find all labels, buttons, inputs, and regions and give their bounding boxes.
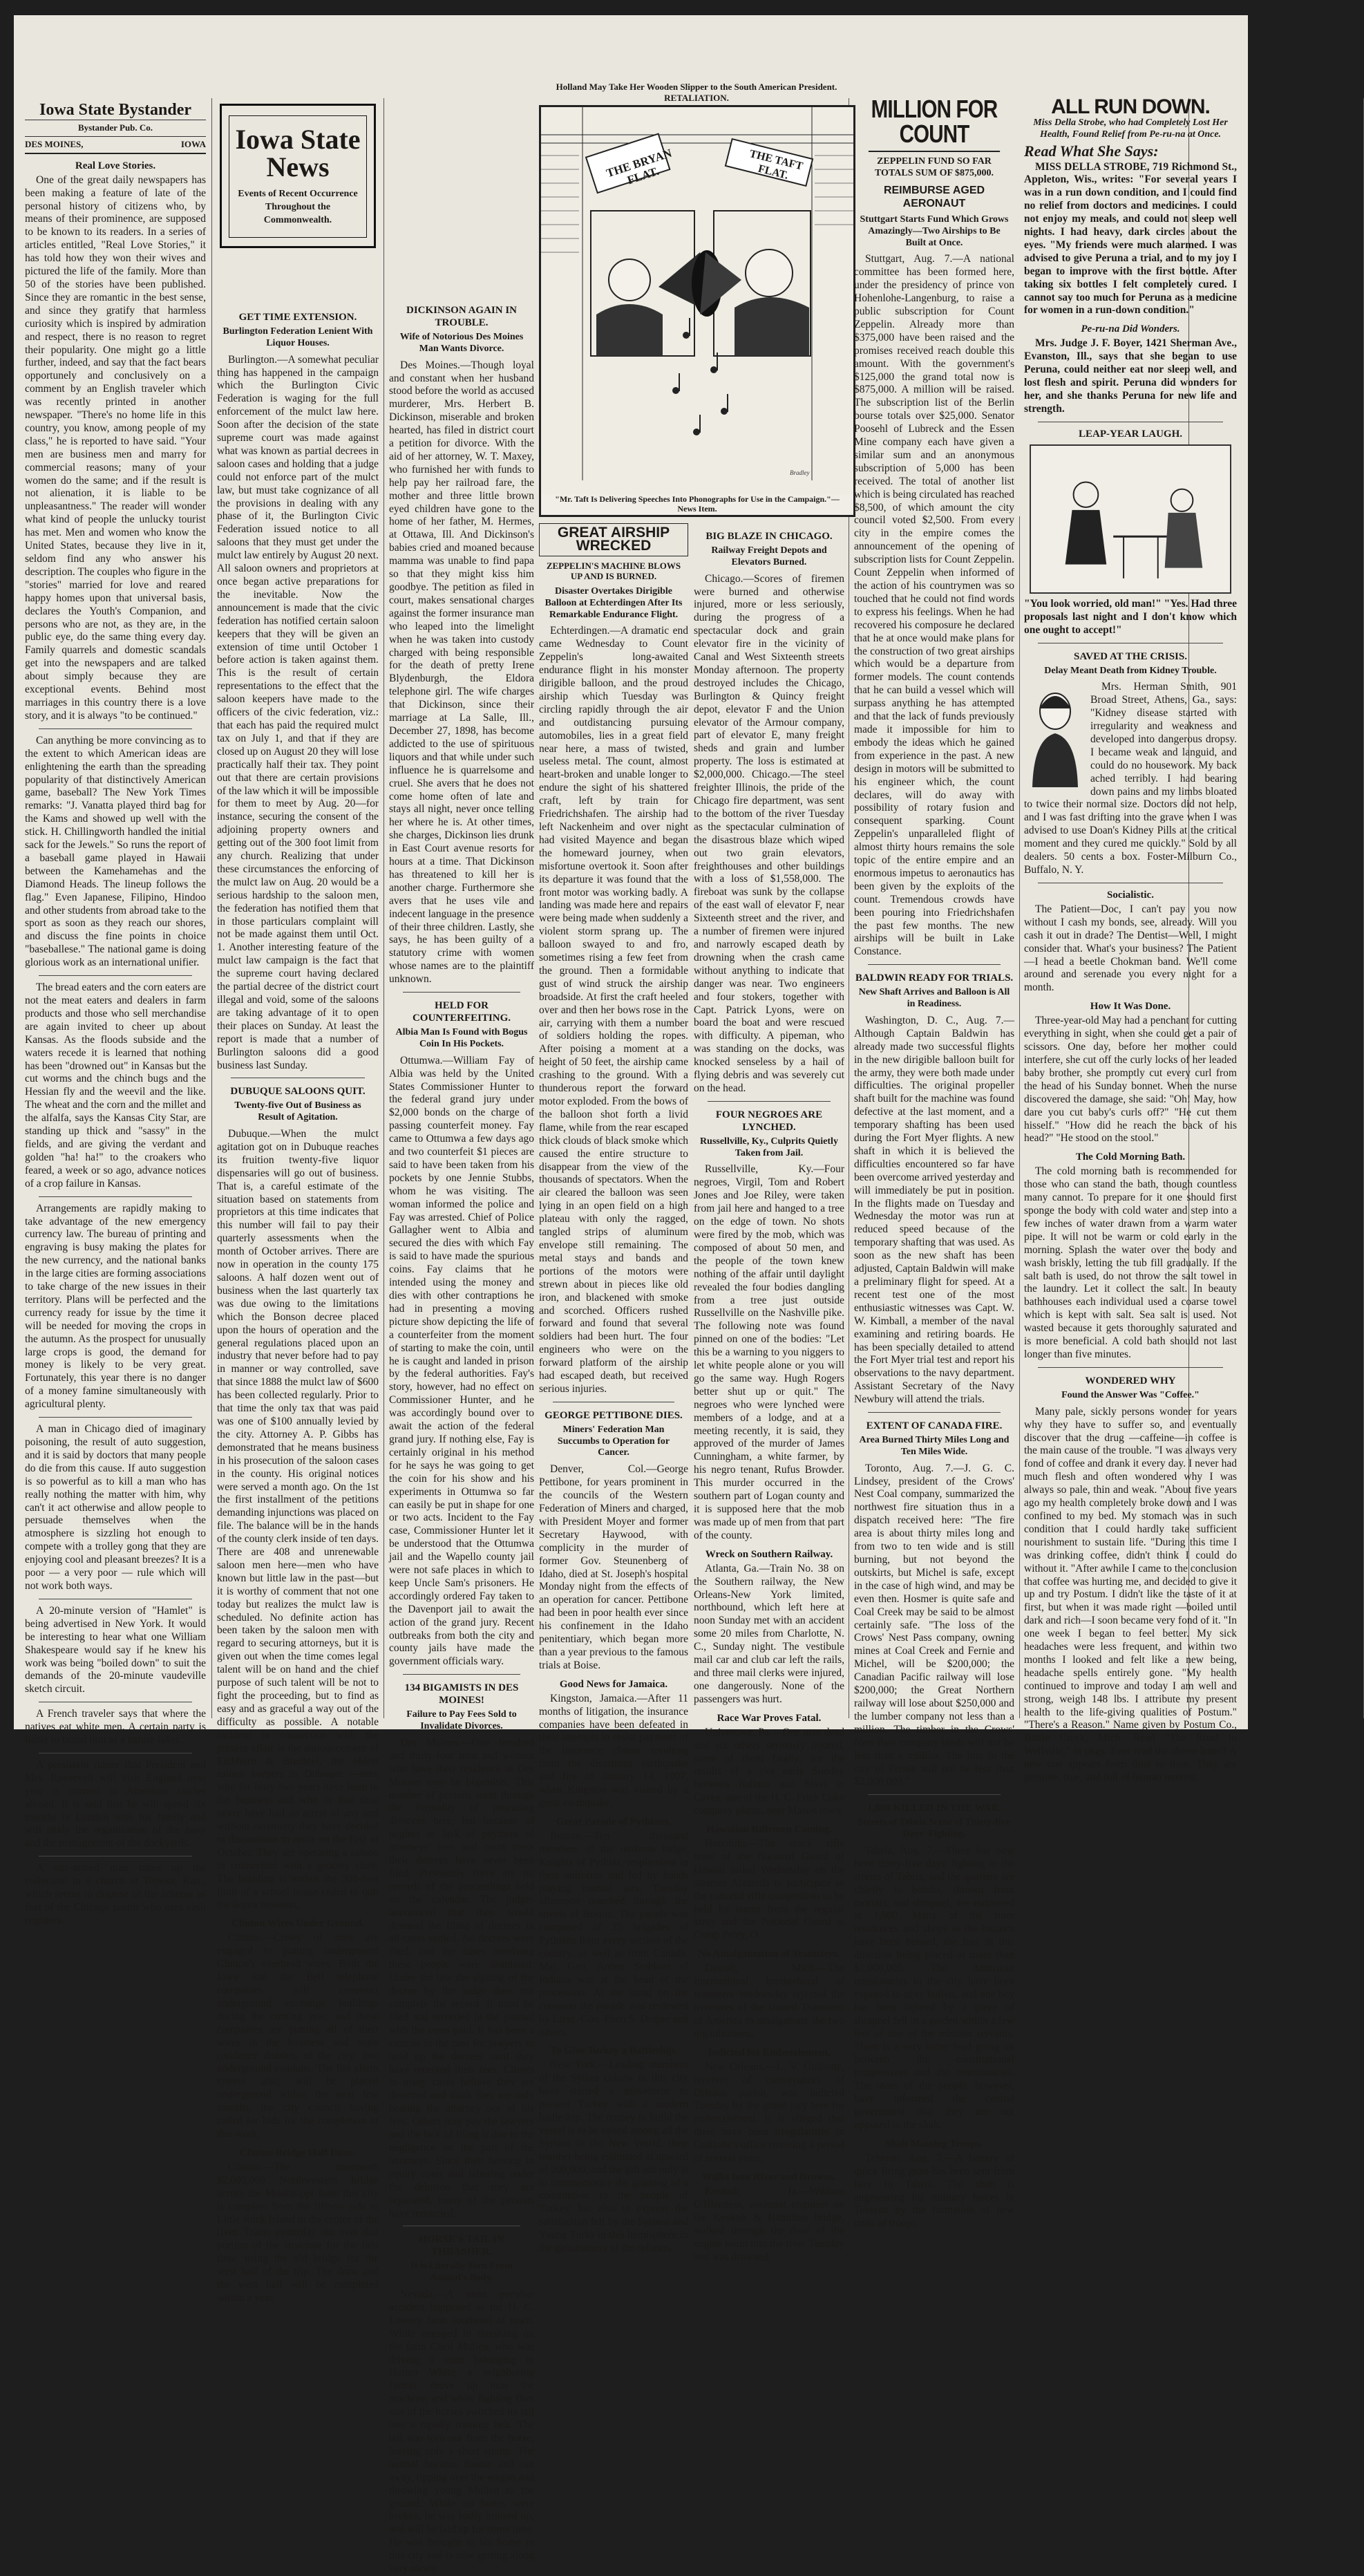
- column-rule: [1019, 516, 1020, 1718]
- article-kicker: FOUR NEGROES ARE LYNCHED.: [715, 1109, 823, 1133]
- article-body: A man in Chicago died of imaginary poisoning, the result of auto suggestion, and it is said by doctors that many people do die from this cause. If auto suggestion is so powerful as to kill a man who has really nothing the matter with him, why can't it act otherwise and allow people to persuade themselves when the atmosphere is sizzling hot enough to compete with a trolley gong that they are enjoying cool and pleasant breezes? It is a poor — a very poor — rule which will not work both ways.: [25, 1423, 206, 1592]
- article-deck: Twenty-five Out of Business as Result of Agitation.: [234, 1100, 361, 1123]
- article-kicker: DUBUQUE SALOONS QUIT.: [230, 1086, 366, 1098]
- ad-headline: WONDERED WHY: [1085, 1375, 1176, 1386]
- column-advertisements: [1024, 95, 1237, 1784]
- article-body: Des Moines.—Though loyal and constant when her husband stood before the world as accused murderer, Mrs. Herbert B. Dickinson, miserable and broken hearted, has filed in district court a petition for divorce. With the aid of her attorney, W. T. Maxey, who furnished her with funds to help pay her railroad fare, the mother and three little brown eyed children have gone to the home of her father, M. Hermes, at Ottawa, Ill. And Dickinson's babies cried and moaned because mamma was unable to find papa so that they might kiss him goodbye. The petition as filed in court, makes sensational charges against the former insurance man who leaped into the limelight when he was taken into custody charged with being responsible for the death of pretty Irene Blydenburgh, the Eldora telephone girl. The wife charges that Dickinson, since their marriage at La Salle, Ill., December 27, 1898, has become addicted to the use of spirituous liquors and that while under such influence he is quarrelsome and cruel. She avers that he does not come home often of late and stays all night, never once telling her where he is. At other times, she charges, Dickinson lies drunk in East Court avenue resorts for hours at a time. That Dickinson has threatened to kill her is another charge. Furthermore she avers that he uses vile and indecent language in the presence of their three children. Lastly, she says, he has been guilty of a statutory crime with women whose names are to the plaintiff unknown.: [389, 359, 534, 986]
- article-headline: Real Love Stories.: [75, 160, 156, 171]
- article-kicker: Socialistic.: [1107, 889, 1154, 901]
- leap-caption: "You look worried, old man!" "Yes. Had three proposals last night and I don't know which one ought to accept!": [1024, 597, 1237, 636]
- article-deck: Albia Man Is Found with Bogus Coin In His Pockets.: [395, 1027, 528, 1049]
- dateline-city: DES MOINES,: [25, 138, 84, 149]
- cartoon-caption-top: [539, 82, 854, 104]
- cartoon-caption-bottom: "Mr. Taft Is Delivering Speeches Into Phonographs for Use in the Campaign."—News Item.: [555, 494, 840, 514]
- article-body: Boston.—Ten thousand members of the uniform lodge, Knights of Pythias, resplendent in their uniforms and led by bands playing martial airs, Tuesday afternoon marched through the streets of Boston. The parade was composed of 25 brigades of Pythians from every section of the country, as well as from Canada. Maj. Gen. Arthur Stobbart of Indiana was at the head of the procession. At the stand on the common the parade was reviewed by Lieut. Gov. Eben S. Draper and others.: [539, 1830, 688, 2038]
- article-body: Tabriz, Aug. 7.—There has now been thirty-five days' fighting in the streets of Tabriz, and the quarters are chiefly to bombs, thrown from mortars, and shrapnel, are estimated at 1,800. Many of the finer residences and shops in the bazaars have been burned, the loss in this direction being placed at more than $1,000,000. The American missionaries in the city have been exposed to stray bullets, and one boy has been injured by a piece of shrapnel fell in a garden within a few feet of one of the mission servants. There is a very bitter feud going on between the constitutional progressives and the reactionaries. The mass of the people, however, have informed the central government that they are not opposed to the shah.: [854, 1844, 1014, 2131]
- column-news-brief: [694, 523, 844, 2263]
- article-body: Atlanta, Ga.—Train No. 38 on the Southern railway, the New Orleans-New York limited, northbound, which left here at noon Sunday met with an accident some 20 miles from Charlotte, N. C., Sunday night. The vestibule mail car and club car left the rails, and three mail clerks were injured, one dangerously. None of the passengers was hurt.: [694, 1562, 844, 1705]
- iowa-news-banner: [220, 104, 376, 248]
- column-iowa-news-text: [217, 304, 379, 2304]
- article-kicker: GEORGE PETTIBONE DIES.: [544, 1409, 683, 1421]
- article-body: The cold morning bath is recommended for those who can stand the bath, though countless many cannot. To prepare for it one should first sponge the body with cold water and step into a few inches of water drawn from a warm water pipe. It will not be warm or cold early in the morning. Splash the water over the body and wash briskly, letting the tub fill gradually. If the salt bath is used, do not throw the salt towel in the laundry. Let it collect the salt. In beauty bathhouses each individual used a coarse towel which is kept with salt. Sea salt is used. Not wasted because it gets thoroughly saturated and is more beneficial. A cold bath should not last longer than five minutes.: [1024, 1165, 1237, 1361]
- article-body: A persistent rumor that President and Mrs. Roosevelt will visit England next year is current in American circles abroad. It is said that he will spend six months in London with his family and will study the organization of the navy and the management of the dockyards.: [25, 1758, 206, 1850]
- article-kicker: EXTENT OF CANADA FIRE.: [866, 1420, 1003, 1432]
- article-body: Nevada.—A most peculiar accident happened at the H. C. Lowery farm southeast of town. While engaged in threshing on the farm Cecil Mullen, who was driving a team belonging to Homer White, a neighboring farmer drove up near the machine, and while fighting flies one of the horses switched its tail into a rapidly running belt. The tail was torn out from the horse, leaving only a short stump. The animal became frantic and ran away, tipping over the wagon and throwing young Mullen to the ground. While no bones were broken, he was badly bruised up, and will be laid up for some time. He was brought to his home in this city and is now getting along very nicely.: [389, 2288, 534, 2575]
- article-kicker: Good News for Jamaica.: [559, 1678, 668, 1690]
- cartoon-sign-right: THE TAFT FLAT.: [748, 147, 804, 182]
- article-body: Three-year-old May had a penchant for cutting everything in sight, when she could get a pair of scissors. One day, before her mother could interfere, she cut off the curly locks of her leaded baby brother, she promptly cut every curl from the head of his Sunday bonnet. When the nurse discovered the damage, she said: "Oh! May, how dare you cut baby's curls off?" "He cut them hisself." "How did he reach the back of his head?" "He stood on the stool.": [1024, 1015, 1237, 1145]
- article-body: Washington, D. C., Aug. 7.—Although Captain Baldwin has already made two successful flights in the new dirigible balloon built for the army, they were both made under difficulties. The original propeller shaft built for the machine was found defective at the last moment, and a temporary shafting has been used during the Fort Myer flights. A new shaft in which it is believed the difficulties encountered so far have been overcome arrived yesterday and will immediately be put in position. In the flights made on Tuesday and Wednesday the motor was run at reduced speed because of the temporary shafting that was used. As soon as the new shaft has been adjusted, Captain Baldwin will make a preliminary flight for speed. At a recent test one of the most enthusiastic witnesses was Capt. W. W. Kimball, a member of the naval examining and retiring boards. He has been specially detailed to attend the Fort Myer trial test and report his observations to the navy department. Assistant Secretary of the Navy Newbury will attend the trials.: [854, 1014, 1014, 1406]
- article-body: Arrangements are rapidly making to take advantage of the new emergency currency law. The bureau of printing and engraving is busy making the plates for the new currency, and the national banks in the large cities are forming associations to take charge of the new issues in their territory. Plans will be perfected and the currency ready for issue by the time it will be needed for moving the crops in the autumn. As the prospect for unusually large crops is good, the demand for money is likely to be very great. Fortunately, this year there is no danger of a money famine simultaneously with agricultural plenty.: [25, 1202, 206, 1411]
- article-deck: Burlington Federation Lenient With Liquor Houses.: [222, 326, 373, 348]
- article-body: Toronto, Aug. 7.—J. G. C. Lindsey, president of the Crows' Nest Coal company, summarized the northwest fire situation thus in a dispatch received here: "The fire area is about thirty miles long and from two to ten wide and is still burning, but not beyond the outskirts, but Michel is safe, except in the case of high wind, and may be even then. Hosmer is quite safe and Coal Creek may be said to be almost certainly safe. "The loss of the Crows' Nest Pass company, owning mines at Coal Creek and Fernie and Michel, will be $200,000; the Canadian Pacific railway will lose $200,000; the Great Northern railway will lose about $250,000 and the lumber company not less than a million. The timber in the Crows' Nest Pass company lands will not be less than a million. The loss to the city of Fernie will not be less than $2,000,000.": [854, 1462, 1014, 1788]
- article-body: The bread eaters and the corn eaters are not the meat eaters and dealers in farm products and those who sell merchandise are again invited to cheer up about Kansas. As the floods subside and the waters recede it is learned that nothing has been "drowned out" in Kansas but the cut worms and the chinch bugs and the Hessian fly and the weevil and the like. The wheat and the corn and the millet and the alfalfa, says the Kansas City Star, are standing up thick and "sassy" in the fields, and are giving the verdant and golden "ha! ha!" to the croakers who feared, a week or so ago, advance notices of a crop failure in Kansas.: [25, 981, 206, 1190]
- article-body: Russellville, Ky.—Four negroes, Virgil, Tom and Robert Jones and Joe Riley, were taken from jail here and hanged to a tree on the edge of town. No shots were fired by the mob, which was composed of about 50 men, and the people of the town knew nothing of the affair until daylight revealed the four bodies dangling from a tree just outside Russellville on the Nashville pike. The following note was found pinned on one of the bodies: "Let this be a warning to you niggers to let white people alone or you will go the same way. Hugh Rogers better shut up or quit." The negroes who were lynched were members of a lodge, and at a meeting recently, it is said, they approved of the murder of James Cunningham, a white farmer, by his negro tenant, Rufus Browder. This murder occurred in the southern part of Logan county and it is supposed here that the mob was made up of men from that part of the county.: [694, 1163, 844, 1541]
- article-kicker: Race War Proves Fatal.: [717, 1712, 822, 1724]
- article-body: A French traveler says that where the natives eat white men. A certain party is liable to brand him as a nature faker.: [25, 1708, 206, 1747]
- dateline: [25, 136, 206, 154]
- ad-subhead: Read What She Says:: [1024, 142, 1159, 160]
- article-body: Teheran, Aug. 7.—A battery of quick firing guns has been sent from here to Tabriz. The shah is augmenting his military forces in Teheran by the formation of new units of troops.: [854, 2152, 1014, 2230]
- article-deck: Disaster Overtakes Dirigible Balloon at Echterdingen After Its Remarkable Endurance Flight.: [544, 586, 683, 620]
- article-deck: Russellville, Ky., Culprits Quietly Taken from Jail.: [700, 1136, 838, 1158]
- column-editorial: [25, 101, 206, 1926]
- article-kicker: HELD FOR COUNTERFEITING.: [412, 1000, 511, 1024]
- article-deck: Failure to Pay Fees Sold to Invalidate Divorces.: [406, 1709, 517, 1732]
- article-body: Des Moines.—One hundred and thirty-four men and women who have their residence in Des Moines may be bigamists. This number of persons went through the formality of procuring divorces here, but because of neglect or lack of payment of attorneys' fees and court costs their decrees have never been filed. Previously there are no records of the proceedings held on the calendar. The judges announced that they would demand the filing of decrees in all cases settled. No decrees were filed, and the cases involving these people were dismissed. Under the law the signing of the decree by the judge does not complete the record. It must be filed and recorded in the journal with the costs paid. It has been a custom in the past for lawyers to hold up the decrees until they have received their fees. Clients in many cases believe they are divorced and think they are only beating the attorney out of his fees. Others may pay the lawyers and the lack of filing is due to the negligence on the part of the attorneys. Since their hearing in equity court and laboring under the delusion that they are separated, many of the persons have remarried.: [389, 1736, 534, 2219]
- article-kicker: Hawaiian Riflemen Coming.: [705, 1824, 833, 1836]
- article-body: Detroit, Mich.—The International brotherhood of teamsters Wednesday rejected the overtures of the United Teamsters of America to amalgamate the two organizations.: [694, 1962, 844, 2040]
- article-body: Kingston, Jamaica.—After 11 months of litigation, the insurance companies have been defeated in their attempts to resist payment of the insurance claims resulting from the disastrous earthquake and fire of January 14, 1907, when Kingston was visited by a great earthquake.: [539, 1692, 688, 1809]
- article-kicker: Great Parade of Pythians.: [556, 1816, 672, 1827]
- article-deck: ZEPPELIN FUND SO FAR TOTALS SUM OF $875,000.: [874, 156, 994, 178]
- article-deck: Wife of Notorious Des Moines Man Wants Divorce.: [399, 332, 524, 354]
- article-deck: Railway Freight Depots and Elevators Burned.: [711, 545, 827, 567]
- article-body: Keokuk, Ia.—William O'Blenness, assistant engineer on the Keokuk & Hamilton bridge, walked through the door of the engine room into the river Tuesday and was drowned.: [694, 2185, 844, 2263]
- article-kicker: DICKINSON AGAIN IN TROUBLE.: [406, 305, 518, 328]
- article-body: New York.—Leading members of the Syrian colony in this city have started a movement to present Turkey with a modern battleship. The money to build the vessel is to be raised among all the Syrians in the New World, their number being estimated at upward of 200,000, and the gift not only is to commemorate the granting of a constitution to the people of Turkey, but also to express the satisfaction felt by the Syrians and Young Turks in this hemisphere in the genuineness of the reforms.: [539, 2059, 688, 2255]
- article-body: Ottumwa.—William Fay of Albia was held by the United States Commissioner Hunter to the federal grand jury under $2,000 bonds on the charge of passing counterfeit money. Fay came to Ottumwa a few days ago and two counterfeit $1 pieces are said to have been taken from his pockets by one Jennie Stubbs, whom he was visiting. The woman informed the police and Fay was arrested. Chief of Police Gallagher went to Albia and secured the dies with which Fay is said to have made the spurious coins. Fay claims that he intended using the money and dies with other contraptions he had in presenting a moving picture show depicting the life of a counterfeiter from the moment of starting to make the coin, until he is caught and landed in prison by the federal authorities. Fay's story, however, had no effect on Commissioner Hunter, and he was accordingly bound over to await the action of the federal grand jury. If nothing else, Fay is certainly original in his method for he says he was going to get the coin for his show and his experiments in Ottumwa so far can easily be put in shape for one or two acts. Incident to the Fay case, Commissioner Hunter let it be understood that the Ottumwa jail and the Wapello county jail were not safe places in which to keep Uncle Sam's prisoners. He accordingly ordered Fay taken to the Davenport jail to await the action of the grand jury. Recent outbreaks from both the city and county jails have made the government officials wary.: [389, 1054, 534, 1668]
- cartoon-kicker: Holland May Take Her Wooden Slipper to the South American President.: [556, 82, 837, 92]
- article-body: Dubuque.—When the mulct agitation got on in Dubuque reaches its fruition twenty-five liquor dispensaries will go out of business. That is, a careful estimate of the situation based on statements from proprietors at this time indicates that this number will fail to pay their quarterly assessments when the month of October arrives. There are now in operation in the county 175 saloons. A half dozen went out of business when the last quarterly tax was due owing to the limitations which the Bonson decree placed upon the hours of operation and the general regulations placed upon an industry that never before had to pay in manner or way controlled, save that since 1888 the mulct law of $600 has been collected regularly. Prior to that time the only tax that was paid was one of $100 annually levied by the city. Attorney A. P. Gibbs has demonstrated that he means business in his prosecution of the saloon cases in the county. His original notices were served a month ago. On the 1st the first installment of the petitions demanding injunctions was placed on file. The balance will be in the hands of the county clerk inside of ten days. There are 408 and unrenewable saloon men here—men who have known but little law in the past—but it is worthy of comment that not one today but realizes the mulct law is scheduled. No definite action has been taken by the saloon men with regard to securing attorneys, but it is given out when the time comes legal talent will be on hand and the chief purpose of such talent will be not to fight the proceeding, but to find as easy and as graceful a way out of the difficulty as possible. A notable incident in connection with the present affair is the announcement of Eichhorn & Brechtel, the oldest saloon keepers in Dubuque —men who for forty-two years have been in the business and who in that time never have had an arrest of any and without ceremony they have decided to discontinue to retire on the first of October. They are operating a saloon in connection with a grocery store. The building is within the 300-foot limit of a school house ceded to quit the liquor business.: [217, 1128, 379, 1911]
- article-body: Chicago.—Scores of firemen were burned and otherwise injured, more or less seriously, during the progress of a spectacular dock and grain elevator fire in the vicinity of Canal and West Sixteenth streets Monday afternoon. The property destroyed includes the Chicago, Burlington & Quincy freight depot, elevator F and the Union elevator of the Armour company, part of elevator E, many freight sheds and grain and lumber property. The loss is estimated at $2,000,000. Chicago.—The steel freighter Illinois, the pride of the Chicago fire department, was sent to the bottom of the river Tuesday as the spectacular culmination of the disastrous blaze which wiped out two grain elevators, freighthouses and other buildings with a loss of $1,558,000. The fireboat was sunk by the collapse of the east wall of elevator F, near Sixteenth street and the river, and a number of firemen were injured and narrowly escaped death by drowning when the crash came without anything to indicate that danger was near. Two engineers and four stokers, together with Capt. Patrick Lyons, were on board the boat and were rescued with difficulty. A pipeman, who was standing on the docks, was knocked senseless by a hail of flying debris and was severely cut on the head.: [694, 572, 844, 1094]
- article-body: Echterdingen.—A dramatic end came Wednesday to Count Zeppelin's long-awaited endurance flight in his monster dirigible balloon, and the proud airship which Tuesday was circling rapidly through the air and outdistancing pursuing automobiles, lies in a great field near here, a mass of twisted, useless metal. The count, almost heart-broken and unable longer to endure the sight of his shattered craft, left by train for Friedrichshafen. The airship had left Nackenheim and over night had visited Mayence and began the homeward journey, when misfortune overtook it. Soon after its departure it was found that the front motor was working badly. A landing was made here and repairs were being made when suddenly a violent storm sprang up. The balloon swayed to and fro, sometimes rising a few feet from the ground. Then a formidable gust of wind struck the airship broadside. At first the craft heeled over and then her bows rose in the air, carrying with them a number of soldiers holding the ropes. After poising a moment at a height of 50 feet, the airship came crashing to the ground. With a thunderous report the forward motor exploded. From the bows of the balloon shot forth a livid flame, while from the rear escaped thick clouds of black smoke which caused the entire structure to disappear from the view of the thousands of spectators. When the air cleared the balloon was seen lying in an open field on a high plateau with only the ragged, tangled strips of aluminum envelope still remaining. The metal stays and bands and portions of the motors were strewn about in pieces like old iron, and blackened with smoke and scorched. Officers rushed forward and found that several soldiers had been hurt. The four engineers who were on the forward platform of the airship had escaped death, but received serious injuries.: [539, 625, 688, 1395]
- article-kicker: GET TIME EXTENSION.: [238, 312, 357, 323]
- article-kicker: The Cold Morning Bath.: [1075, 1151, 1186, 1163]
- article-deck: New Shaft Arrives and Balloon is All in Readiness.: [858, 987, 1010, 1010]
- article-deck: REIMBURSE AGED AERONAUT: [883, 184, 985, 209]
- article-kicker: To Give Turkey a Battleship.: [550, 2045, 677, 2057]
- article-kicker: How It Was Done.: [1090, 1001, 1171, 1013]
- article-kicker: BIG BLAZE IN CHICAGO.: [705, 531, 833, 542]
- article-kicker: LEAP-YEAR LAUGH.: [1078, 428, 1182, 440]
- article-headline-airship: GREAT AIRSHIP WRECKED: [539, 523, 688, 556]
- ad-headline: SAVED AT THE CRISIS.: [1074, 650, 1187, 662]
- article-kicker: HORSE'S TAIL IN THRASHER.: [419, 2234, 504, 2258]
- cartoon-sign-left: THE BRYAN FLAT.: [605, 146, 674, 187]
- column-zeppelin: [854, 95, 1014, 2230]
- article-body: Stuttgart, Aug. 7.—A national committee has been formed here, under the presidency of prince von Hohenlohe-Langenburg, to raise a public subscription for Count Zeppelin. Already more than $375,000 have been raised and the promises received reach double this amount. With the government's $125,000 the grand total now is $875,000. A million will be raised. The subscription list of the Berlin bourse totals over $25,000. Senator Poosehl of Lubreck and the Essen Mine company each have given a similar sum and an anonymous subscription of 5,000 has been received. The total of another list which is being circulated has reached $8,500, of which amount the city council voted $2,500. From every city in the empire comes the announcement of the opening of subscription lists for Count Zeppelin. Count Zeppelin when informed of the action of his countrymen was so touched that he could not find words to express his feelings. When he had recovered his composure he declared that he at once would make plans for the construction of two great airships which would be a departure from former models. The count contends that he can build a vessel which will surpass anything he has attempted and that the lack of funds previously made it impossible for him to embody the ideas which he gained from experience in the past. A new design in motors will be submitted to his engineer which, the count declares, will do away with possibility of rotary fusion and consequent sparking. Count Zeppelin's unparalleled flight of almost thirty hours remains the sole topic of the entire empire and an enormous impetus to aeronautics has been given by the exploits of the count. Tremendous crowds have been pouring into Friedrichshafen the past few months. The new airships will be built in Lake Constance.: [854, 253, 1014, 958]
- ad-deck: Delay Meant Death from Kidney Trouble.: [1044, 665, 1217, 676]
- ad-deck: Miss Della Strobe, who had Completely Lost Her Health, Found Relief from Pe-ru-na at Once.: [1033, 117, 1228, 140]
- masthead-publisher: Bystander Pub. Co.: [77, 122, 153, 133]
- article-deck: Streets of Tabriz Scene of Thirty-five Days' Fighting.: [858, 1817, 1010, 1840]
- article-body: Uniontown, Pa.—One man dead and six others seriously injured, some of them fatally, are the results of a riot early Sunday between Italians and Slavs at Caves, one of the H. C. Frick Coke company plants, near Mason town.: [694, 1726, 844, 1817]
- dateline-state: IOWA: [180, 138, 206, 149]
- banner-headline: MILLION FOR COUNT: [869, 97, 1000, 152]
- ad-body: Mrs. Judge J. F. Boyer, 1421 Sherman Ave., Evanston, Ill., says that she began to use Peruna, could neither eat nor sleep well, and lost flesh and spirit. Peruna did wonders for her, and she thanks Peruna for new life and strength.: [1024, 337, 1237, 415]
- section-subtitle: Events of Recent Occurrence Throughout the Commonwealth.: [238, 189, 358, 225]
- article-body: A 20-minute version of "Hamlet" is being advertised in New York. It would be interesting to hear what one William Shakespeare would say if he knew his work was being "boiled down" to suit the demands of the 20-minute vaudeville sketch circuit.: [25, 1604, 206, 1695]
- article-body: Burlington.—A somewhat peculiar thing has happened in the campaign which the Burlington Civic Federation is waging for the full enforcement of the mulct law here. Soon after the decision of the state supreme court was made against what was known as partial decrees in saloon cases and holding that a judge could not enforce part of the mulct law, but must take cognizance of all the provisions in dealing with any phase of it, the Burlington Civic Federation issued notice to all saloons that they must get under the mulct law entirely by August 20 next. All saloon owners and proprietors at once began active preparations for the inevitable. Now the announcement is made that the civic federation has notified certain saloon keepers that they will be given an extension of time until October 1 before action is taken against them. This is the result of certain representations to the effect that the saloon keepers have made to the officers of the civic federation, viz.: that each has paid the required mulct tax on July 1, and that if they are closed up on August 20 they will lose practically half their tax. They point out that there are certain provisions of the law which it will be impossible for them to meet by Aug. 20—for instance, securing the consent of the adjoining property owners and getting out of the 300 foot limit from any church. Realizing that under these circumstances the enforcing of the mulct law on Aug. 20 would be a serious hardship to the saloon men, the federation has notified them that in those particulars complaint will not be made against them until Oct. 1. Another interesting feature of the mulct law campaign is the fact that the supreme court having declared the partial decree of the district court illegal and void, some of the saloons are taking advantage of it to open their places on Sunday. At least the report is made that a number of Burlington saloons did a good business last Sunday.: [217, 353, 379, 1071]
- article-kicker: Clinton Bridge Half Done.: [239, 2147, 357, 2159]
- article-body: Can anything be more convincing as to the extent to which American ideas are enlightening the earth than the spreading popularity of that distinctively American game, baseball? The New York Times remarks: "J. Vanatta played third bag for the Kams and showed up well with the stick. H. Chillingworth handled the initial sack for the Jewels." So runs the report of a baseball game played in Hawaii between the Kamehamehas and the Diamond Heads. The lineup follows the flag." Even Japanese, Filipino, Hindoo and other students from abroad take to the sport as soon as they reach our shores, and discuss the fine points in choice "baseballese." The national game is doing glorious work as an international unifier.: [25, 734, 206, 969]
- article-body: New Orleans.—L. V. Guillotte, receiver of conveyances of Orleans parish, was indicted Tuesday by the grand jury here for embezzlement. It is alleged that there have been irregularities in Guillotte's office covering a period of several years.: [694, 2060, 844, 2165]
- article-kicker: Walks Into River and Drowns.: [701, 2171, 837, 2183]
- ad-subhead: Pe-ru-na Did Wonders.: [1081, 323, 1180, 335]
- article-kicker: 1,800 KILLED IN THE WAR.: [867, 1803, 1001, 1814]
- article-kicker: Shah Massing Troops.: [885, 2138, 983, 2150]
- article-kicker: BALDWIN READY FOR TRIALS.: [855, 972, 1014, 984]
- leap-year-cartoon: [1030, 444, 1231, 594]
- portrait-illustration: [1025, 684, 1085, 787]
- article-kicker: Wreck on Southern Railway.: [705, 1548, 833, 1560]
- masthead-title: Iowa State Bystander: [25, 104, 206, 120]
- political-cartoon: [539, 105, 855, 517]
- column-airship: [539, 523, 688, 2255]
- column-rule: [211, 98, 212, 1718]
- article-deck: Miners' Federation Man Succumbs to Operation for Cancer.: [557, 1424, 670, 1458]
- article-body: The Patient—Doc, I can't pay you now without I cash my bonds, see, already. Will you cash it out in drade? The Dentist—Well, I might consider that. What's your business? The Patient—I head a beetle Chokman band. We'll come around and serenade you every night for a month.: [1024, 903, 1237, 994]
- svg-text:Bradley: Bradley: [790, 469, 810, 476]
- leap-year-illustration: [1031, 446, 1230, 592]
- article-body: Clinton.—The mammoth $2,000,000 Northwestern bridge across the Mississippi from this city is complete from the Illinois side to Little Rock Island in the center of the river. Trains yesterday ran over that portion of the structure for the first time, using the old bridge for the west half of the trip. The draw and the west half will be completed within a year.: [217, 2161, 379, 2304]
- ad-testimonial: MISS DELLA STROBE, 719 Richmond St., Appleton, Wis., writes: "For several years I was in a run down condition, and I could find no relief from doctors and medicines. I could not enjoy my meals, and could not sleep well nights. I had heavy, dark circles about the eyes. "My friends were much alarmed. I was advised to give Peruna a trial, and to my joy I began to improve with the first bottle. After taking six bottles I felt completely cured. I cannot say too much for Peruna as a medicine for women in a run-down condition.": [1024, 160, 1237, 317]
- article-body: Clinton.—Crews of men are engaged in putting underground Clinton's overhead wires. Both the Iowa and the Bell telephone companies will construct underground exchange buildings during the coming year, and these companies are putting all of their wires in the business and main residence districts of the city, into underground conduits. The fire alarm system also, will be placed underground within the next few months, the city council having called for bids for the completion of this work.: [217, 1932, 379, 2140]
- article-body: Honolulu.—The crack rifle team of the National Guard of Hawaii sailed Wednesday on the steamer Alameda to participate in the national rifle competition to be held by teams from the regular army and the National Guard at Camp Perry, O.: [694, 1838, 844, 1942]
- article-kicker: No Amalgamation of Teamsters.: [698, 1948, 840, 1960]
- article-body: A one-armed man takes up the collection in a church at Topeka, Kan., which seems to dispose of the scheme as that of the Chicago pastor who uses cash registers.: [25, 1862, 206, 1926]
- article-deck: ZEPPELIN'S MACHINE BLOWS UP AND IS BURNED.: [546, 560, 681, 582]
- article-kicker: 134 BIGAMISTS IN DES MOINES!: [404, 1682, 519, 1707]
- newspaper-page: [14, 15, 1248, 2575]
- woman-portrait: [1025, 684, 1085, 787]
- ad-banner: ALL RUN DOWN.: [1051, 95, 1210, 118]
- article-deck: It is Literally Torn From Animal's Body.: [410, 2261, 513, 2284]
- ad-body: Many pale, sickly persons wonder for years why they have to suffer so, and eventually discover that the drug —caffeine—in coffee is the main cause of the trouble. "I was always very fond of coffee and drank it every day. I never had much flesh and often wondered why I was always so pale, thin and weak. "About five years ago my health completely broke down and I was confined to my bed. My stomach was in such condition that I could hardly take sufficient nourishment to sustain life. "During this time I was drinking coffee, didn't think I could do without it. "After awhile I came to the conclusion that coffee was hurting me, and decided to give it up and try Postum. I didn't like the taste of it at first, but when it was made right —boiled until dark and rich—I soon became very fond of it. "In one week I began to feel better. My sick headaches were less frequent, and within two months I looked and felt like a new being, headache spells entirely gone. "My health continued to improve and today I am well and strong, weigh 148 lbs. I attribute my present health to the life-giving qualities of Postum." "There's a Reason." Name given by Postum Co., Battle Creek, Mich. Read "The Road to Wellville," in pkgs. Ever read the above letter? A new one appears from time to time. They are genuine, true, and full of human interest.: [1024, 1405, 1237, 1784]
- article-body: Denver, Col.—George Pettibone, for years prominent in the councils of the Western Federation of Miners and charged, with President Moyer and former Secretary Haywood, with complicity in the murder of former Gov. Steunenberg of Idaho, died at St. Joseph's hospital Monday night from the effects of an operation for cancer. Pettibone had been in poor health ever since his confinement in the Idaho penitentiary, which began more than a year previous to the famous trials at Boise.: [539, 1463, 688, 1671]
- column-rule: [383, 98, 384, 1718]
- ad-body: Mrs. Herman Smith, 901 Broad Street, Athens, Ga., says: "Kidney disease started with irregularity and weakness and developed into dangerous dropsy. I became weak and languid, and could do no housework. My back ached terribly. I had bearing down pains and my limbs bloated to twice their normal size. Doctors did not help, and I was fast drifting into the grave when I was advised to use Doan's Kidney Pills at the critical moment and they cured me quickly." Sold by all dealers. 50 cents a box. Foster-Milburn Co., Buffalo, N. Y.: [1024, 681, 1237, 876]
- article-deck: Stuttgart Starts Fund Which Grows Amazingly—Two Airships to Be Built at Once.: [860, 214, 1009, 248]
- section-title: Iowa State News: [235, 124, 361, 182]
- article-body: One of the great daily newspapers has been making a feature of late of the personal history of citizens who, by means of their prominence, are supposed to be known to its readers. In a series of articles entitled, "Real Love Stories," it has told how they won their wives and pictured the life of the family. More than 50 of the stories have been published. Since they are romantic in the best sense, and since they gratify that harmless curiosity which is inspired by admiration and respect, there is no reason to regret their popularity. One might go a little further, indeed, and say that the fact bears opportunely and conclusively on a comment by an English traveler which was recently printed in another newspaper. "There's no home life in this country, you know, among people of my class," he is reported to have said. "Your men are business men and marry for commercial reasons; many of your women do the same; and if the result is not alienation, it is liable to be unpleasantness." The reader will wonder what kind of people the unlucky tourist has met. Men and women who know the United States, because they live in it, seldom find any who answer his description. The couples who figure in the "stories" married for love and reared happy homes upon that universal basis, declares the Youth's Companion, and persons who are not, as they are, in the public eye, do the same thing every day. Family quarrels and domestic scandals get into the newspapers and are talked about simply because they are exceptional events. Behind most marriages in this country there is a love story, and it is always "to be continued.": [25, 173, 206, 722]
- cartoon-title: RETALIATION.: [664, 93, 729, 103]
- ad-deck: Found the Answer Was "Coffee.": [1061, 1389, 1200, 1400]
- article-deck: Area Burned Thirty Miles Long and Ten Miles Wide.: [859, 1435, 1010, 1457]
- article-kicker: Clinton Wires Under Ground.: [231, 1918, 364, 1930]
- column-state-news-2: [389, 297, 534, 2575]
- article-kicker: Indicted for Embezzlement.: [708, 2047, 831, 2058]
